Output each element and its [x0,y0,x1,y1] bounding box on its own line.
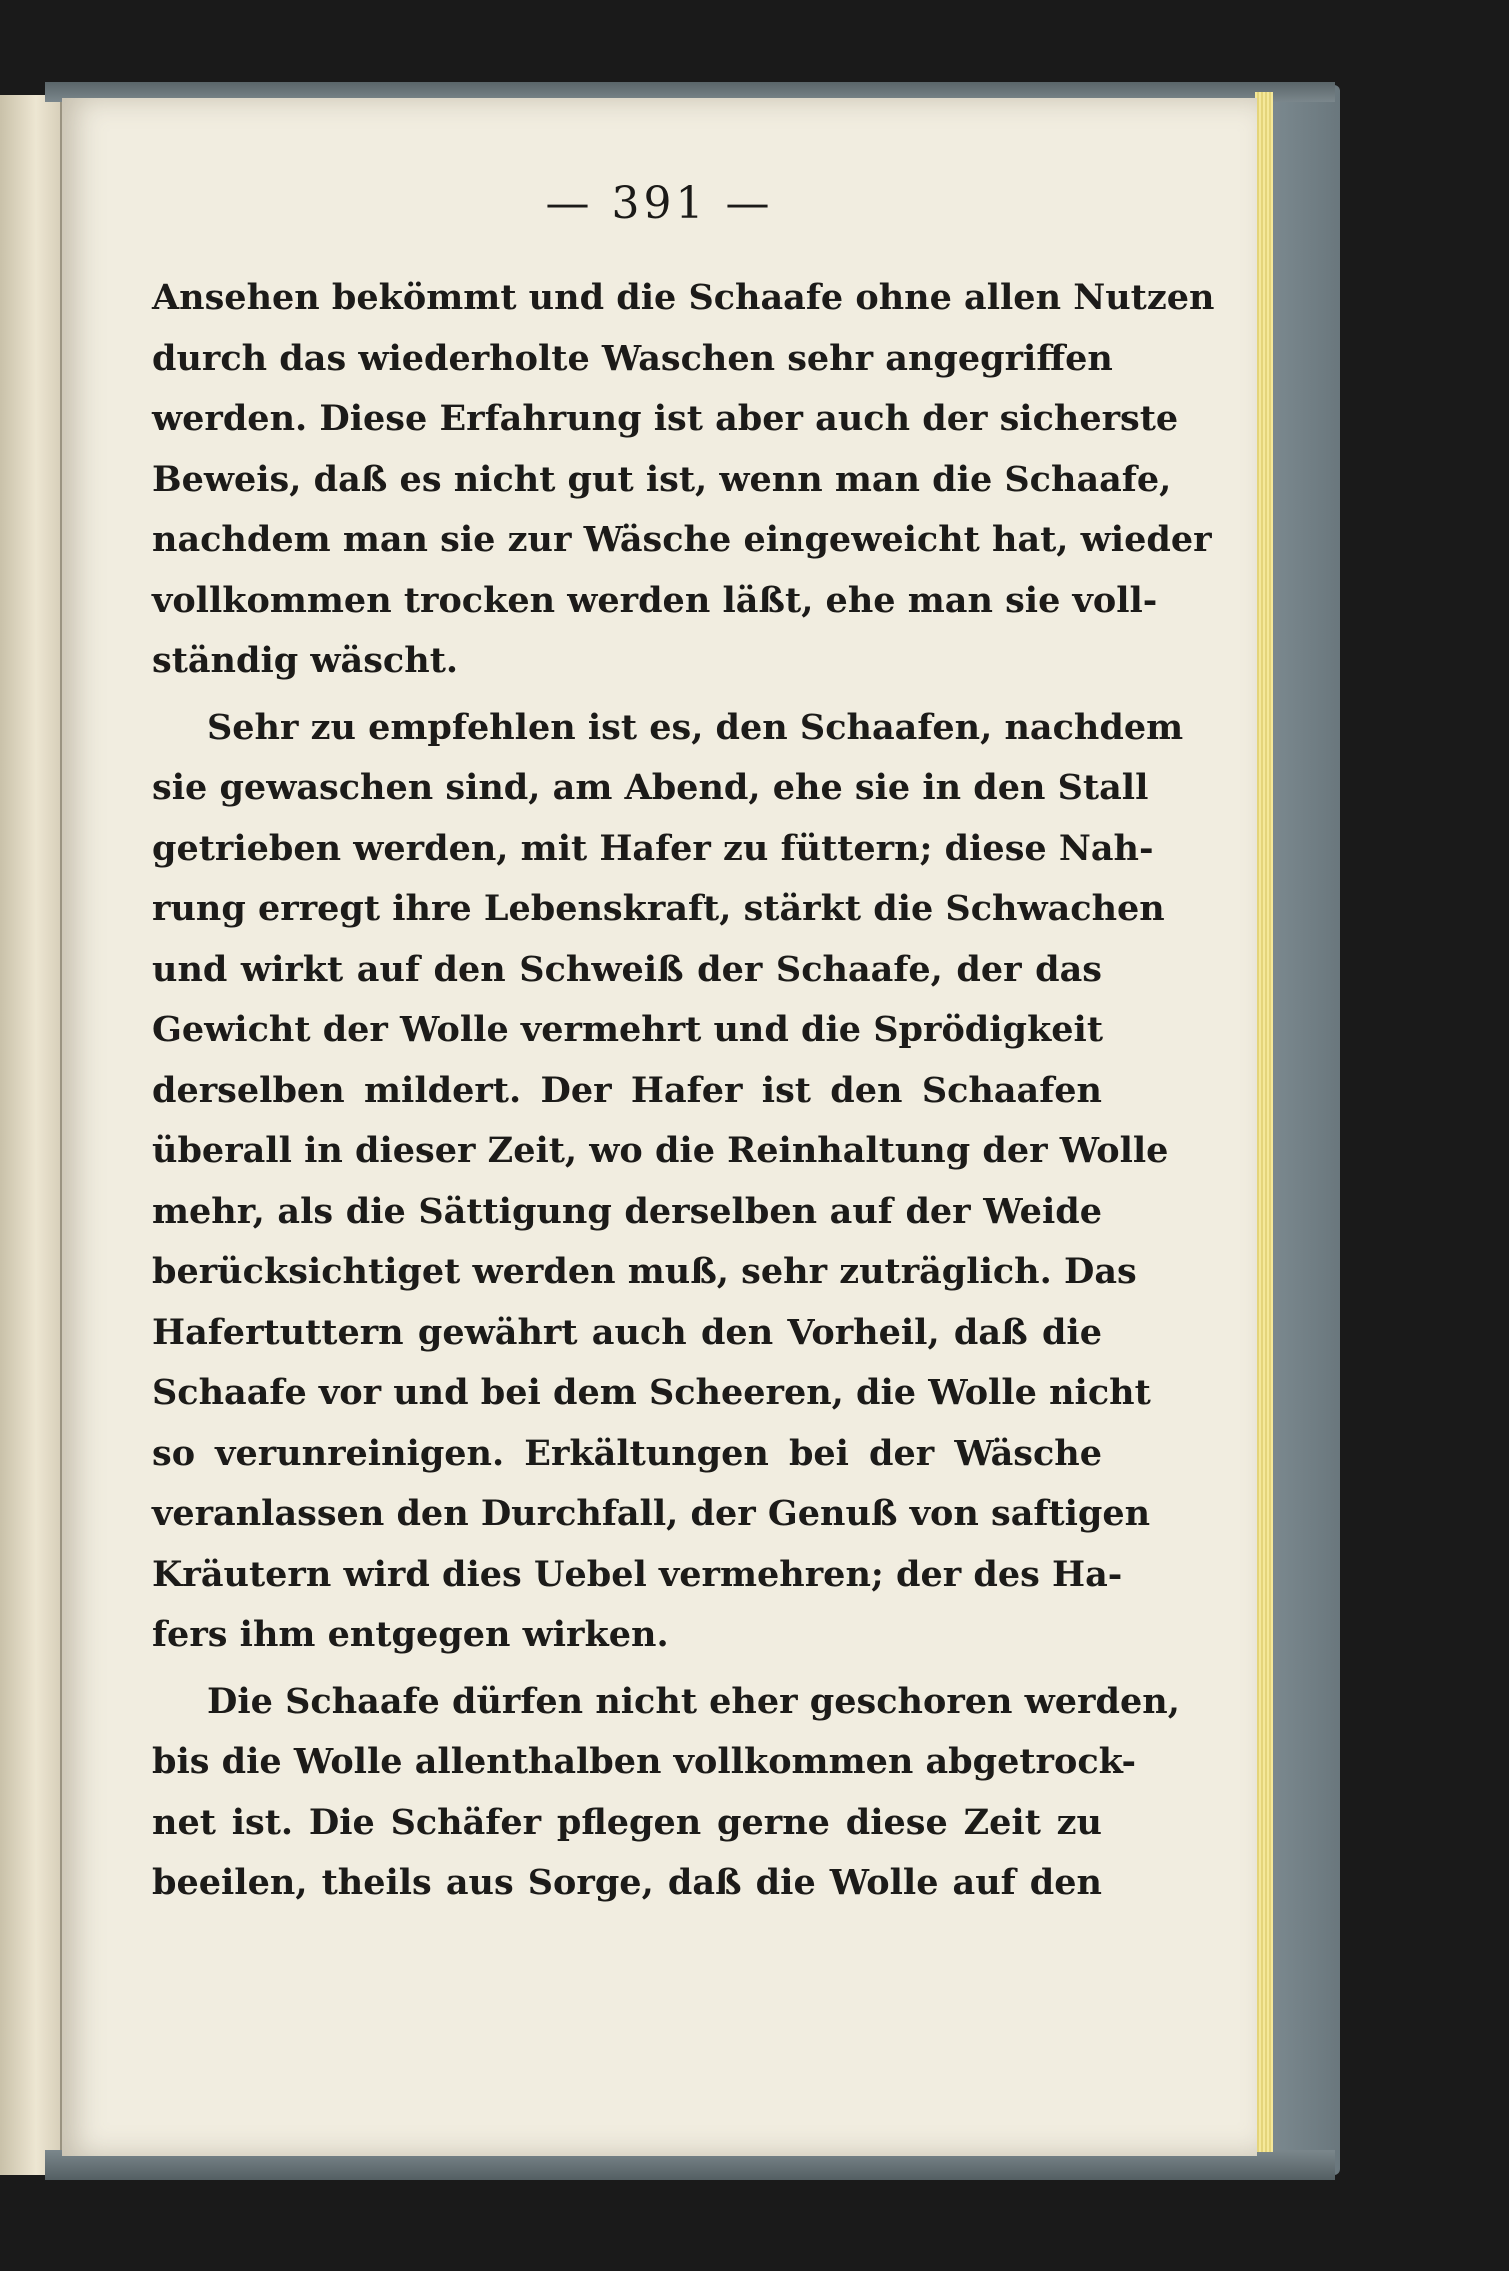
text-line: sie gewaschen sind, am Abend, ehe sie in den Stall [152,767,1149,808]
page-block-edges [1255,92,1273,2152]
text-line: Kräutern wird dies Uebel vermehren; der des Ha- [152,1553,1123,1595]
text-line: bis die Wolle allenthalben vollkommen abgetrock- [152,1741,1137,1782]
text-line: derselben mildert. Der Hafer ist den Schaafen [152,1069,1102,1111]
paragraph-1 [152,268,1215,692]
paragraph-2 [152,698,1184,1666]
text-line: Beweis, daß es nicht gut ist, wenn man die Schaafe, [152,458,1172,500]
text-line: Schaafe vor und bei dem Scheeren, die Wolle nicht [152,1372,1151,1413]
text-line: vollkommen trocken werden läßt, ehe man sie voll- [152,579,1158,621]
text-line: und wirkt auf den Schweiß der Schaafe, der das [152,948,1102,990]
body-text [152,268,1215,1914]
book-page [62,98,1257,2156]
text-line: werden. Diese Erfahrung ist aber auch der sicherste [152,398,1179,439]
text-line: überall in dieser Zeit, wo die Reinhaltung der Wolle [152,1130,1169,1171]
text-line: Hafertuttern gewährt auch den Vorheil, daß die [152,1311,1102,1353]
text-line: fers ihm entgegen wirken. [152,1614,669,1655]
text-line: Gewicht der Wolle vermehrt und die Sprödigkeit [152,1009,1104,1050]
text-line: getrieben werden, mit Hafer zu füttern; diese Nah- [152,827,1154,869]
facing-page-edge [0,95,62,2175]
text-line: so verunreinigen. Erkältungen bei der Wäsche [152,1432,1102,1474]
text-line: berücksichtiget werden muß, sehr zuträglich. Das [152,1251,1137,1292]
text-line: Die Schaafe dürfen nicht eher geschoren werden, [207,1680,1180,1722]
text-line: Sehr zu empfehlen ist es, den Schaafen, nachdem [207,706,1184,748]
text-line: ständig wäscht. [152,640,459,681]
page-number: — 391 — [545,178,774,229]
text-line: nachdem man sie zur Wäsche eingeweicht hat, wieder [152,519,1212,560]
text-line: rung erregt ihre Lebenskraft, stärkt die Schwachen [152,888,1165,929]
text-line: durch das wiederholte Waschen sehr angegriffen [152,337,1113,379]
text-line: net ist. Die Schäfer pflegen gerne diese Zeit zu [152,1801,1102,1843]
text-line: Ansehen bekömmt und die Schaafe ohne allen Nutzen [152,277,1215,318]
paragraph-3 [152,1672,1180,1914]
text-line: beeilen, theils aus Sorge, daß die Wolle auf den [152,1862,1102,1903]
text-line: veranlassen den Durchfall, der Genuß von saftigen [152,1493,1151,1534]
text-line: mehr, als die Sättigung derselben auf der Weide [152,1190,1102,1232]
